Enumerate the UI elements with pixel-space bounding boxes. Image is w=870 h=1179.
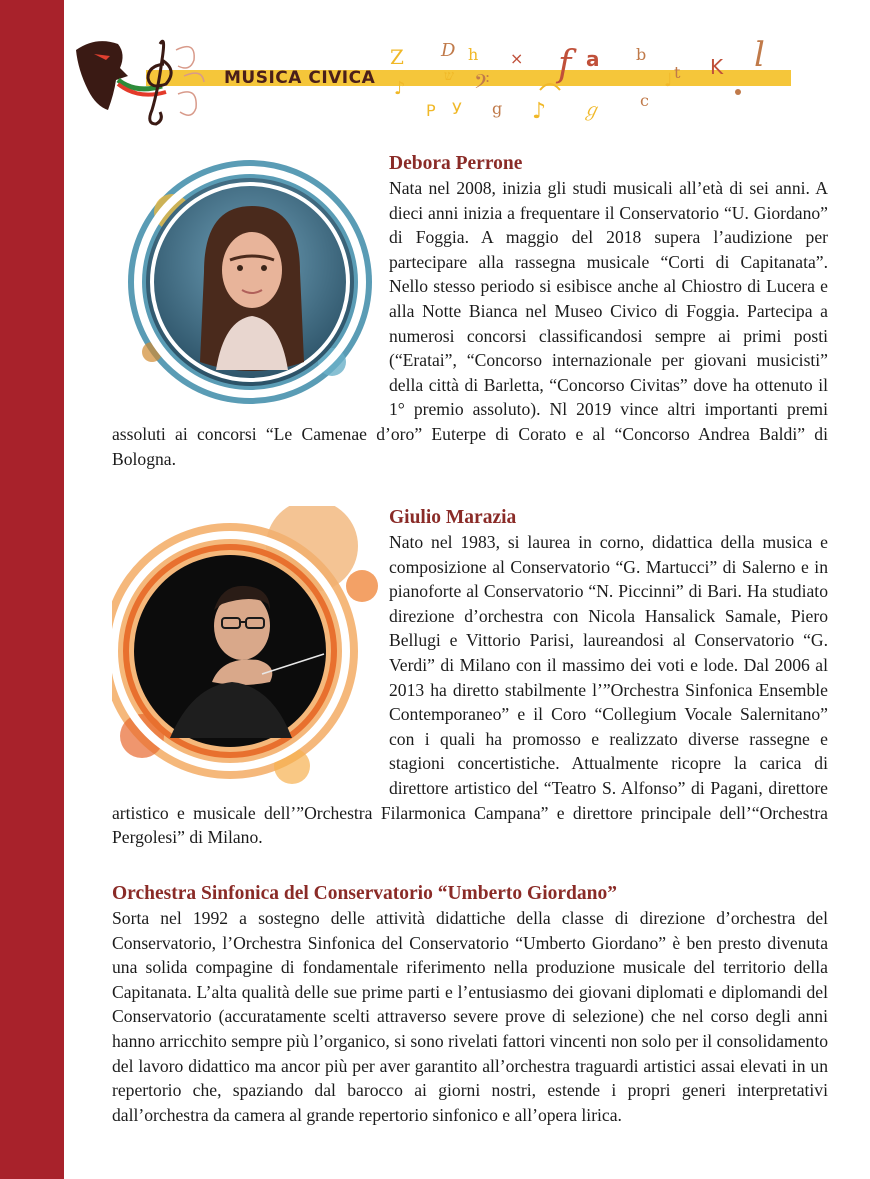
artist-bio: Nato nel 1983, si laurea in corno, didattica della musica e composizione al Conservatorio “G. Martucci” di Salerno e in pianoforte al Conservatorio “N. Piccinni” di Bari. Ha studiato direzione d’orchestra con Nicola Hansalick Samale, Piero Bellugi e Vittorio Parisi, laureandosi al Conservatorio “G. Verdi” di Milano con il massimo dei voti e lode. Dal 2006 al 2013 ha diretto stabilmente l’”Orchestra Sinfonica Ensemble Contemporaneo” e il Coro “Collegium Vocale Salernitano” con i quali ha promosso e realizzato diverse rassegne e stagioni concertistiche. Attualmente ricopre la carica di direttore artistico del “Teatro S. Alfonso” di Pagani, direttore artistico e musicale dell’”Orchestra Filarmonica Campana” e direttore principale dell’“Orchestra Pergolesi” di Milano. (112, 532, 828, 848)
svg-text:ℊ: ℊ (582, 100, 600, 121)
svg-text:b: b (636, 45, 647, 64)
svg-text:ש: ש (444, 68, 454, 84)
brand-title: MUSICA CIVICA (224, 68, 376, 88)
svg-text:P: P (426, 101, 436, 120)
artist-name: Giulio Marazia (389, 507, 517, 528)
portrait-photo-debora (112, 152, 387, 416)
svg-text:♩: ♩ (664, 70, 673, 91)
orchestra-section (112, 882, 828, 1127)
artist-name: Debora Perrone (389, 153, 523, 174)
svg-text:Z: Z (390, 45, 404, 69)
artist-section-debora (112, 152, 828, 471)
orchestra-bio: Sorta nel 1992 a sostegno delle attività didattiche della classe di direzione d’orchestra del Conservatorio, l’Orchestra Sinfonica del Conservatorio “Umberto Giordano” è ben presto divenuta una solida compagine di fondamentale riferimento nella produzione musicale del territorio della Capitanata. L’alta qualità delle sue prime parti e l’entusiasmo dei giovani diplomati e diplomandi del Conservatorio (accuratamente scelti attraverso severe prove di selezione) che nel corso degli anni hanno arricchito sempre più l’organico, si sono rivelati fattori vincenti non solo per il consolidamento del lavoro didattico ma ancor più per aver garantito all’orchestra traguardi artistici assai elevati in un repertorio che, spaziando dal barocco ai giorni nostri, estende i propri generi interpretativi dall’orchestra da camera al grande repertorio sinfonico e all’opera lirica. (112, 908, 828, 1125)
left-color-bar (0, 0, 64, 1179)
svg-text:f: f (558, 44, 572, 85)
treble-clef-icon (148, 41, 171, 124)
portrait-frame (112, 152, 387, 416)
artist-section-giulio (112, 506, 828, 850)
header-logo-graphic (66, 20, 806, 140)
portrait-photo-giulio (112, 506, 387, 796)
svg-text:D: D (441, 40, 456, 61)
svg-text:♪: ♪ (394, 78, 406, 99)
portrait-frame (112, 506, 387, 796)
svg-text:l: l (754, 35, 765, 75)
svg-text:h: h (468, 45, 479, 64)
svg-text:t: t (674, 63, 681, 82)
artist-bio: Nata nel 2008, inizia gli studi musicali all’età di sei anni. A dieci anni inizia a frequentare il Conservatorio “U. Giordano” di Foggia. A maggio del 2018 supera l’audizione per partecipare alla rassegna musicale “Corti di Capitanata”. Nello stesso periodo si esibisce anche al Chiostro di Lucera e alla Notte Bianca nel Museo Civico di Foggia. Partecipa a numerosi concorsi classificandosi sempre ai primi posti (“Eratai”, “Concorso internazionale per giovani musicisti” della città di Barletta, “Concorso Civitas” dove ha ottenuto il 1° premio assoluto). Nl 2019 vince altri importanti premi assoluti ai concorsi “Le Camenae d’oro” Euterpe di Corato e al “Concorso Andrea Baldi” di Bologna. (112, 178, 828, 469)
svg-text:K: K (710, 55, 724, 79)
orchestra-title: Orchestra Sinfonica del Conservatorio “Umberto Giordano” (112, 883, 617, 904)
svg-text:У: У (452, 99, 462, 118)
svg-text:a: a (586, 47, 600, 71)
svg-text:♪: ♪ (532, 99, 547, 124)
svg-text:g: g (492, 99, 503, 118)
mask-face-icon (76, 41, 128, 110)
svg-text:𝄢: 𝄢 (474, 70, 490, 98)
svg-text:c: c (640, 91, 649, 110)
svg-text:×: × (510, 49, 524, 68)
page-header (66, 20, 806, 140)
